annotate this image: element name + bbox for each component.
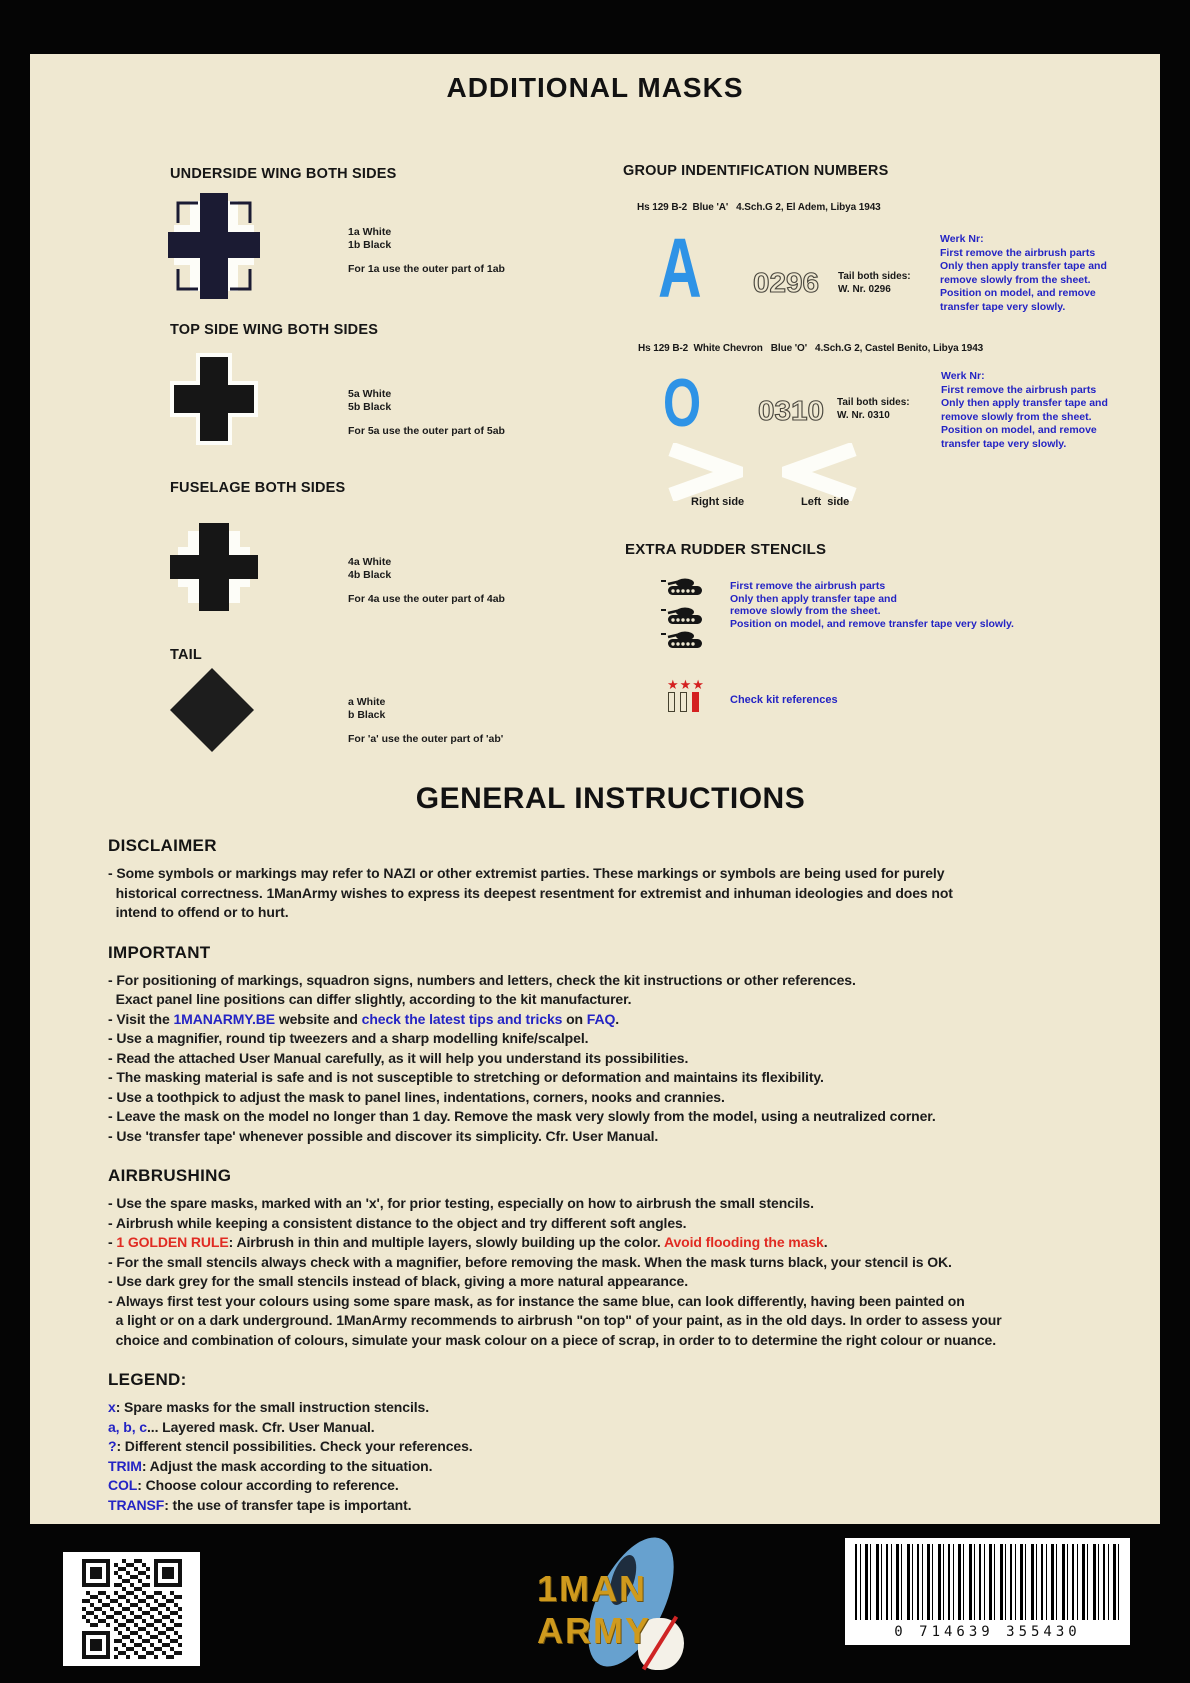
svg-text:0296: 0296 <box>753 267 819 298</box>
entry2-caption: Hs 129 B-2 White Chevron Blue 'O' 4.Sch.G 2, Castel Benito, Libya 1943 <box>638 343 984 354</box>
highlight-blue-text: check the latest tips and tricks <box>361 1010 563 1027</box>
text-segment: historical correctness. 1ManArmy wishes to express its deepest resentment for extremist and inhuman ideologies and does not <box>108 884 953 901</box>
general-instructions-title: GENERAL INSTRUCTIONS <box>415 782 806 815</box>
barcode-digits: 0 714639 355430 <box>894 1624 1081 1640</box>
text-segment: choice and combination of colours, simulate your mask colour on a piece of scrap, in order to to determine the right colour or nuance. <box>108 1331 997 1348</box>
instruction-section <box>108 943 1113 1147</box>
note-line: Position on model, and remove <box>941 424 1097 436</box>
text-segment: : Spare masks for the small instruction stencils. <box>115 1399 430 1415</box>
entry2-letter: O <box>663 365 702 441</box>
note-line: transfer tape very slowly. <box>940 300 1066 313</box>
note-line: remove slowly from the sheet. <box>730 605 881 618</box>
instruction-line <box>108 903 1113 923</box>
note-line: First remove the airbrush parts <box>940 246 1096 259</box>
note-title: Werk Nr: <box>941 370 985 382</box>
note-line: First remove the airbrush parts <box>730 580 886 592</box>
topside-heading: TOP SIDE WING BOTH SIDES <box>170 322 379 338</box>
highlight-blue-text: a, b, c <box>108 1418 147 1435</box>
spec-line: a White <box>348 696 386 708</box>
tank-stencils <box>661 574 703 650</box>
note-line: remove slowly from the sheet. <box>940 273 1091 286</box>
instruction-line <box>108 1194 1113 1214</box>
sheet-panel <box>30 54 1160 1524</box>
right-chevron-label: Right side <box>691 496 745 508</box>
text-segment: - Use 'transfer tape' whenever possible and discover its simplicity. Cfr. User Manual. <box>108 1127 659 1144</box>
flag-bars-icon <box>668 692 705 712</box>
entry1-letter: A <box>658 221 702 315</box>
text-segment: . <box>823 1234 828 1250</box>
topside-spec <box>348 388 505 438</box>
note-lines <box>941 384 1141 452</box>
tank-icon <box>661 603 703 626</box>
tail-diamond-icon <box>170 668 254 752</box>
svg-text:0310: 0310 <box>758 395 824 426</box>
text-segment: - Use dark grey for the small stencils instead of black, giving a more natural appearance. <box>108 1273 688 1289</box>
left-chevron-icon <box>782 443 860 501</box>
instruction-line <box>108 1398 1113 1418</box>
instruction-line <box>108 884 1113 904</box>
spec-note: For 4a use the outer part of 4ab <box>348 593 505 605</box>
note-line: First remove the airbrush parts <box>941 383 1097 396</box>
spec-note: For 5a use the outer part of 5ab <box>348 425 505 437</box>
logo-text <box>537 1568 651 1652</box>
highlight-blue-text: TRIM <box>108 1457 142 1474</box>
text-segment: website and <box>275 1010 362 1027</box>
barcode-bars <box>855 1544 1120 1620</box>
section-heading: AIRBRUSHING <box>108 1166 232 1185</box>
note-line: Only then apply transfer tape and <box>940 260 1107 272</box>
highlight-blue-text: TRANSF <box>108 1496 165 1513</box>
logo-line2: ARMY <box>537 1610 651 1651</box>
spec-line: 4b Black <box>348 569 392 581</box>
tail-value: W. Nr. 0310 <box>837 410 890 421</box>
alert-red-text: Avoid flooding the mask <box>663 1234 824 1250</box>
note-line: Position on model, and remove <box>940 287 1096 299</box>
note-line: Only then apply transfer tape and <box>730 592 897 605</box>
highlight-blue-text: ? <box>108 1438 117 1454</box>
instruction-section <box>108 1370 1113 1515</box>
balkenkreuz-fuselage-icon <box>170 523 258 611</box>
tail-spec <box>348 696 503 746</box>
instruction-line <box>108 1127 1113 1147</box>
entry1-caption: Hs 129 B-2 Blue 'A' 4.Sch.G 2, El Adem, Libya 1943 <box>637 202 881 213</box>
text-segment: - Airbrush while keeping a consistent distance to the object and try different soft angles. <box>108 1214 687 1231</box>
section-heading: LEGEND: <box>108 1370 187 1389</box>
text-segment: : Different stencil possibilities. Check your references. <box>116 1438 473 1454</box>
tail-value: W. Nr. 0296 <box>838 284 891 295</box>
entry1-werknr-outline <box>751 266 823 298</box>
note-title: Werk Nr: <box>940 233 984 245</box>
text-segment: . <box>615 1010 620 1027</box>
text-segment: - Some symbols or markings may refer to NAZI or other extremist parties. These markings or symbols are being used for purely <box>108 865 945 881</box>
barcode <box>845 1538 1130 1645</box>
text-segment: : Airbrush in thin and multiple layers, slowly building up the color. <box>228 1234 664 1250</box>
instruction-line <box>108 971 1113 991</box>
rudder-note <box>730 580 1060 631</box>
alert-red-text: 1 GOLDEN RULE <box>116 1234 229 1250</box>
spec-line: 1a White <box>348 226 392 238</box>
entry2-tail-info <box>837 396 910 422</box>
highlight-blue-text: x <box>108 1399 116 1415</box>
instruction-line <box>108 1476 1113 1496</box>
text-segment: - Use a magnifier, round tip tweezers and a sharp modelling knife/scalpel. <box>108 1030 589 1046</box>
logo-line1: 1MAN <box>537 1568 648 1609</box>
text-segment: Exact panel line positions can differ slightly, according to the kit manufacturer. <box>108 991 632 1007</box>
text-segment: : Choose colour according to reference. <box>137 1477 399 1493</box>
entry1-note <box>940 233 1140 314</box>
text-segment: - Read the attached User Manual carefully, as it will help you understand its possibilities. <box>108 1049 689 1066</box>
text-segment: - For the small stencils always check with a magnifier, before removing the mask. When the mask turns black, your stencil is OK. <box>108 1253 952 1270</box>
text-segment: on <box>562 1010 587 1027</box>
spec-line: 1b Black <box>348 239 392 251</box>
instruction-line <box>108 1068 1113 1088</box>
highlight-blue-text: 1MANARMY.BE <box>173 1010 276 1027</box>
underside-heading: UNDERSIDE WING BOTH SIDES <box>170 166 397 182</box>
instruction-line <box>108 1214 1113 1234</box>
fuselage-heading: FUSELAGE BOTH SIDES <box>170 480 346 496</box>
tank-icon <box>661 574 703 597</box>
check-kit-note: Check kit references <box>730 694 838 706</box>
instruction-line <box>108 1457 1113 1477</box>
general-instructions <box>108 782 1113 1515</box>
text-segment: : the use of transfer tape is important. <box>164 1496 412 1513</box>
instruction-section <box>108 1166 1113 1350</box>
text-segment: a light or on a dark underground. 1ManArmy recommends to airbrush "on top" of your paint, as in the old days. In order to assess your <box>108 1312 1002 1328</box>
spec-note: For 'a' use the outer part of 'ab' <box>348 733 504 745</box>
spec-note: For 1a use the outer part of 1ab <box>348 263 505 275</box>
text-segment: ... Layered mask. Cfr. User Manual. <box>146 1418 375 1435</box>
section-heading: IMPORTANT <box>108 942 211 962</box>
group-ids-heading: GROUP INDENTIFICATION NUMBERS <box>623 163 889 179</box>
text-segment: - Use the spare masks, marked with an 'x', for prior testing, especially on how to airbrush the small stencils. <box>108 1195 814 1211</box>
instruction-line <box>108 1253 1113 1273</box>
entry2-note <box>941 370 1141 451</box>
left-chevron-label: Left side <box>801 496 850 508</box>
highlight-blue-text: COL <box>108 1477 138 1493</box>
rudder-heading: EXTRA RUDDER STENCILS <box>625 541 827 558</box>
instruction-line <box>108 1107 1113 1127</box>
highlight-blue-text: FAQ <box>586 1010 616 1027</box>
qr-code <box>63 1552 200 1666</box>
fuselage-spec <box>348 556 505 606</box>
instruction-line <box>108 1010 1113 1030</box>
underside-spec <box>348 226 505 276</box>
text-segment: : Adjust the mask according to the situation. <box>141 1457 433 1474</box>
kit-reference-icon <box>667 679 705 712</box>
tail-heading: TAIL <box>170 647 202 663</box>
tank-icon <box>661 627 703 650</box>
right-chevron-icon <box>665 443 743 501</box>
instruction-line <box>108 1311 1113 1331</box>
tail-label: Tail both sides: <box>837 397 910 408</box>
instruction-line <box>108 1292 1113 1312</box>
text-segment: - For positioning of markings, squadron signs, numbers and letters, check the kit instructions or other references. <box>108 971 856 988</box>
text-segment: - <box>108 1234 117 1250</box>
spec-line: 5b Black <box>348 401 392 413</box>
tail-label: Tail both sides: <box>838 271 911 282</box>
balkenkreuz-underside-icon <box>168 193 260 299</box>
note-line: Only then apply transfer tape and <box>941 397 1108 409</box>
instruction-line <box>108 1233 1113 1253</box>
section-heading: DISCLAIMER <box>108 836 217 855</box>
note-lines <box>940 247 1140 315</box>
instruction-line <box>108 1331 1113 1351</box>
note-line: Position on model, and remove transfer tape very slowly. <box>730 618 1014 631</box>
text-segment: - The masking material is safe and is not susceptible to stretching or deformation and maintains its flexibility. <box>108 1069 824 1085</box>
instruction-line <box>108 1049 1113 1069</box>
text-segment: - Leave the mask on the model no longer than 1 day. Remove the mask very slowly from the model, using a neutralized corner. <box>108 1108 936 1124</box>
instruction-section <box>108 836 1113 923</box>
entry2-werknr-outline <box>756 394 828 426</box>
brand-logo <box>520 1528 710 1678</box>
instruction-line <box>108 1418 1113 1438</box>
instruction-line <box>108 1272 1113 1292</box>
spec-line: 4a White <box>348 556 392 568</box>
cross-topside-icon <box>170 353 258 445</box>
text-segment: - Always first test your colours using some spare mask, as for instance the same blue, can look differently, having been painted on <box>108 1292 965 1309</box>
note-line: transfer tape very slowly. <box>941 437 1067 450</box>
spec-line: 5a White <box>348 388 392 400</box>
instruction-line <box>108 1437 1113 1457</box>
entry1-tail-info <box>838 270 911 296</box>
instruction-line <box>108 990 1113 1010</box>
instruction-line <box>108 1088 1113 1108</box>
instruction-line <box>108 1496 1113 1516</box>
instruction-line <box>108 1029 1113 1049</box>
instruction-line <box>108 864 1113 884</box>
page-title: ADDITIONAL MASKS <box>446 72 744 103</box>
spec-line: b Black <box>348 709 386 721</box>
note-line: remove slowly from the sheet. <box>941 410 1092 423</box>
text-segment: - Use a toothpick to adjust the mask to panel lines, indentations, corners, nooks and crannies. <box>108 1088 725 1105</box>
text-segment: - Visit the <box>108 1010 174 1027</box>
text-segment: intend to offend or to hurt. <box>108 904 289 920</box>
stars-icon: ★★★ <box>667 677 705 692</box>
